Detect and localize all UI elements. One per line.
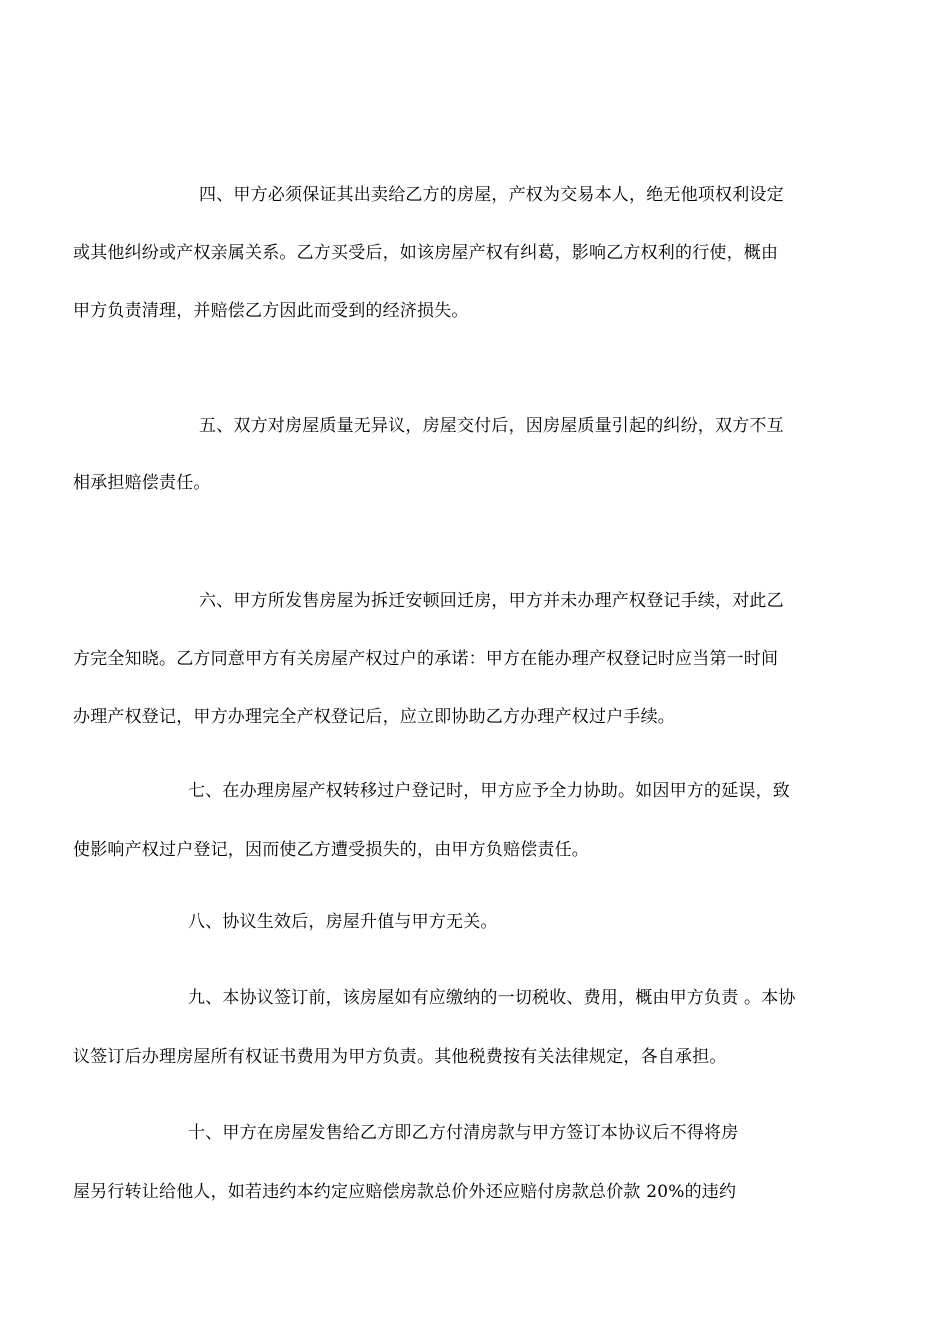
clause-5-line-2: 相承担赔偿责任。 [73,473,211,493]
clause-6-line-2: 方完全知晓。乙方同意甲方有关房屋产权过户的承诺：甲方在能办理产权登记时应当第一时间 [73,649,779,669]
clause-8-line-1: 八、协议生效后，房屋升值与甲方无关。 [188,912,498,932]
clause-9-line-2: 议签订后办理房屋所有权证书费用为甲方负责。其他税费按有关法律规定，各自承担。 [73,1047,727,1067]
clause-5-line-1: 五、双方对房屋质量无异议，房屋交付后，因房屋质量引起的纠纷，双方不互 [199,416,784,436]
clause-4-line-3: 甲方负责清理，并赔偿乙方因此而受到的经济损失。 [73,301,469,321]
clause-4-line-1: 四、甲方必须保证其出卖给乙方的房屋，产权为交易本人，绝无他项权利设定 [199,185,784,205]
clause-10-line-1: 十、甲方在房屋发售给乙方即乙方付清房款与甲方签订本协议后不得将房 [188,1123,739,1143]
clause-6-line-3: 办理产权登记，甲方办理完全产权登记后，应立即协助乙方办理产权过户手续。 [73,707,675,727]
clause-7-line-2: 使影响产权过户登记，因而使乙方遭受损失的，由甲方负赔偿责任。 [73,840,589,860]
clause-10-line-2: 屋另行转让给他人，如若违约本约定应赔偿房款总价外还应赔付房款总价款 20%的违约 [73,1182,737,1202]
clause-7-line-1: 七、在办理房屋产权转移过户登记时，甲方应予全力协助。如因甲方的延误，致 [188,781,790,801]
clause-9-line-1: 九、本协议签订前，该房屋如有应缴纳的一切税收、费用，概由甲方负责 。本协 [188,988,796,1008]
clause-4-line-2: 或其他纠纷或产权亲属关系。乙方买受后，如该房屋产权有纠葛，影响乙方权利的行使，概由 [73,243,779,263]
clause-6-line-1: 六、甲方所发售房屋为拆迁安顿回迁房，甲方并未办理产权登记手续，对此乙 [199,591,784,611]
